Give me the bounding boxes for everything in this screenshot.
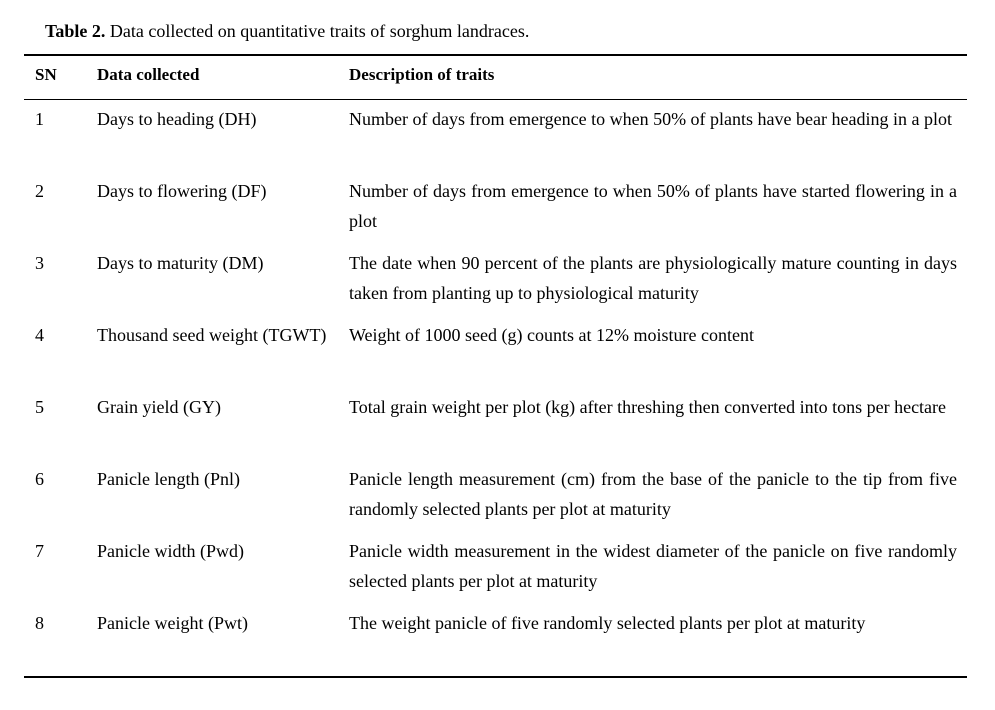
table-row [0,536,995,596]
table-row [0,392,995,452]
table-caption [45,19,529,43]
table-row [0,248,995,308]
cell-sn: 7 [35,541,44,561]
table-row [0,104,995,164]
cell-data-collected: Panicle length (Pnl) [97,469,240,489]
table-caption-text: Data collected on quantitative traits of sorghum landraces. [109,21,530,41]
cell-data-collected: Days to flowering (DF) [97,181,267,201]
cell-sn: 5 [35,397,44,417]
header-sn: SN [35,65,57,84]
cell-description: Number of days from emergence to when 50% of plants have started flowering in a plot [349,181,957,231]
cell-description: Number of days from emergence to when 50% of plants have bear heading in a plot [349,109,952,129]
cell-sn: 1 [35,109,44,129]
cell-sn: 3 [35,253,44,273]
table-row [0,176,995,236]
header-data-collected: Data collected [97,65,200,84]
cell-data-collected: Panicle width (Pwd) [97,541,244,561]
table-row [0,608,995,668]
cell-data-collected: Days to maturity (DM) [97,253,264,273]
cell-data-collected: Thousand seed weight (TGWT) [97,325,327,345]
table-row [0,464,995,524]
header-description: Description of traits [349,65,495,84]
cell-description: Panicle width measurement in the widest diameter of the panicle on five randomly selected plants per plot at maturity [349,541,957,591]
cell-sn: 8 [35,613,44,633]
cell-sn: 2 [35,181,44,201]
cell-sn: 4 [35,325,44,345]
table-header-rule [24,99,967,100]
cell-data-collected: Grain yield (GY) [97,397,221,417]
table-bottom-rule [24,676,967,678]
table-caption-label: Table 2. [45,21,106,41]
cell-description: The weight panicle of five randomly selected plants per plot at maturity [349,613,866,633]
cell-description: Total grain weight per plot (kg) after threshing then converted into tons per hectare [349,397,947,417]
table-row [0,320,995,380]
cell-description: Panicle length measurement (cm) from the base of the panicle to the tip from five randomly selected plants per plot at maturity [349,469,957,519]
cell-sn: 6 [35,469,44,489]
cell-description: Weight of 1000 seed (g) counts at 12% moisture content [349,325,754,345]
cell-description: The date when 90 percent of the plants are physiologically mature counting in days taken from planting up to physiological maturity [349,253,957,303]
table-top-rule [24,54,967,56]
cell-data-collected: Panicle weight (Pwt) [97,613,248,633]
cell-data-collected: Days to heading (DH) [97,109,257,129]
